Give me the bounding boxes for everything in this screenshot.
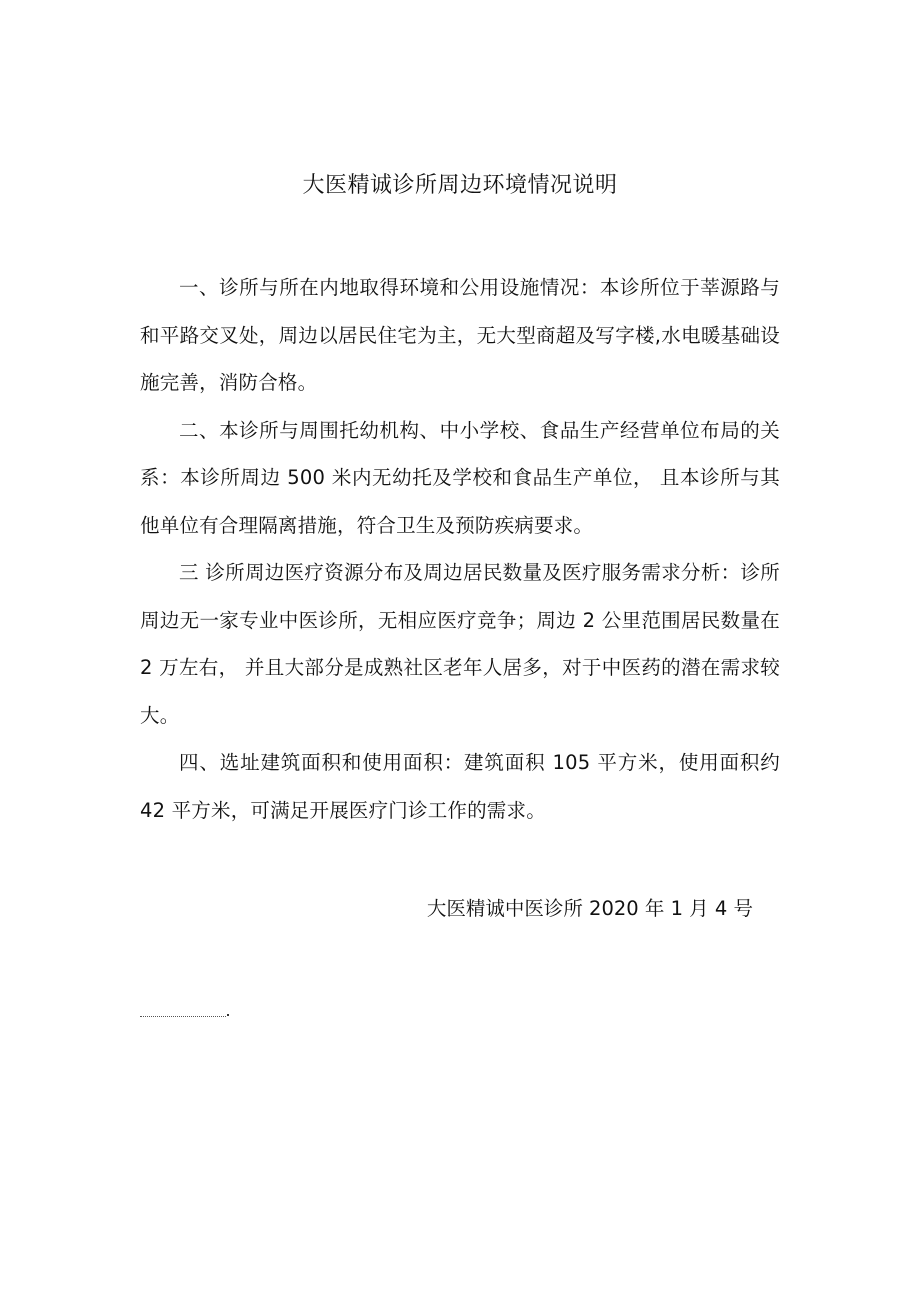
paragraph-4: 四、选址建筑面积和使用面积：建筑面积 105 平方米，使用面积约 42 平方米，可满足开展医疗门诊工作的需求。 — [140, 751, 780, 822]
paragraph-1: 一、诊所与所在内地取得环境和公用设施情况：本诊所位于莘源路与和平路交叉处，周边以居民住宅为主，无大型商超及写字楼,水电暖基础设施完善，消防合格。 — [140, 276, 780, 394]
paragraph-2: 二、本诊所与周围托幼机构、中小学校、食品生产经营单位布局的关系：本诊所周边 500 米内无幼托及学校和食品生产单位， 且本诊所与其他单位有合理隔离措施，符合卫生及预防疾病要求。 — [140, 418, 780, 537]
footnote-separator — [140, 1016, 226, 1017]
document-title: 大医精诚诊所周边环境情况说明 — [302, 173, 618, 198]
document-body — [140, 264, 780, 834]
footnote-separator-dot — [227, 1014, 229, 1016]
paragraph-3: 三 诊所周边医疗资源分布及周边居民数量及医疗服务需求分析：诊所周边无一家专业中医诊所，无相应医疗竞争；周边 2 公里范围居民数量在 2 万左右， 并且大部分是成熟社区老年人居多，对于中医药的潜在需求较大。 — [140, 561, 780, 727]
signature-line: 大医精诚中医诊所 2020 年 1 月 4 号 — [426, 897, 753, 920]
